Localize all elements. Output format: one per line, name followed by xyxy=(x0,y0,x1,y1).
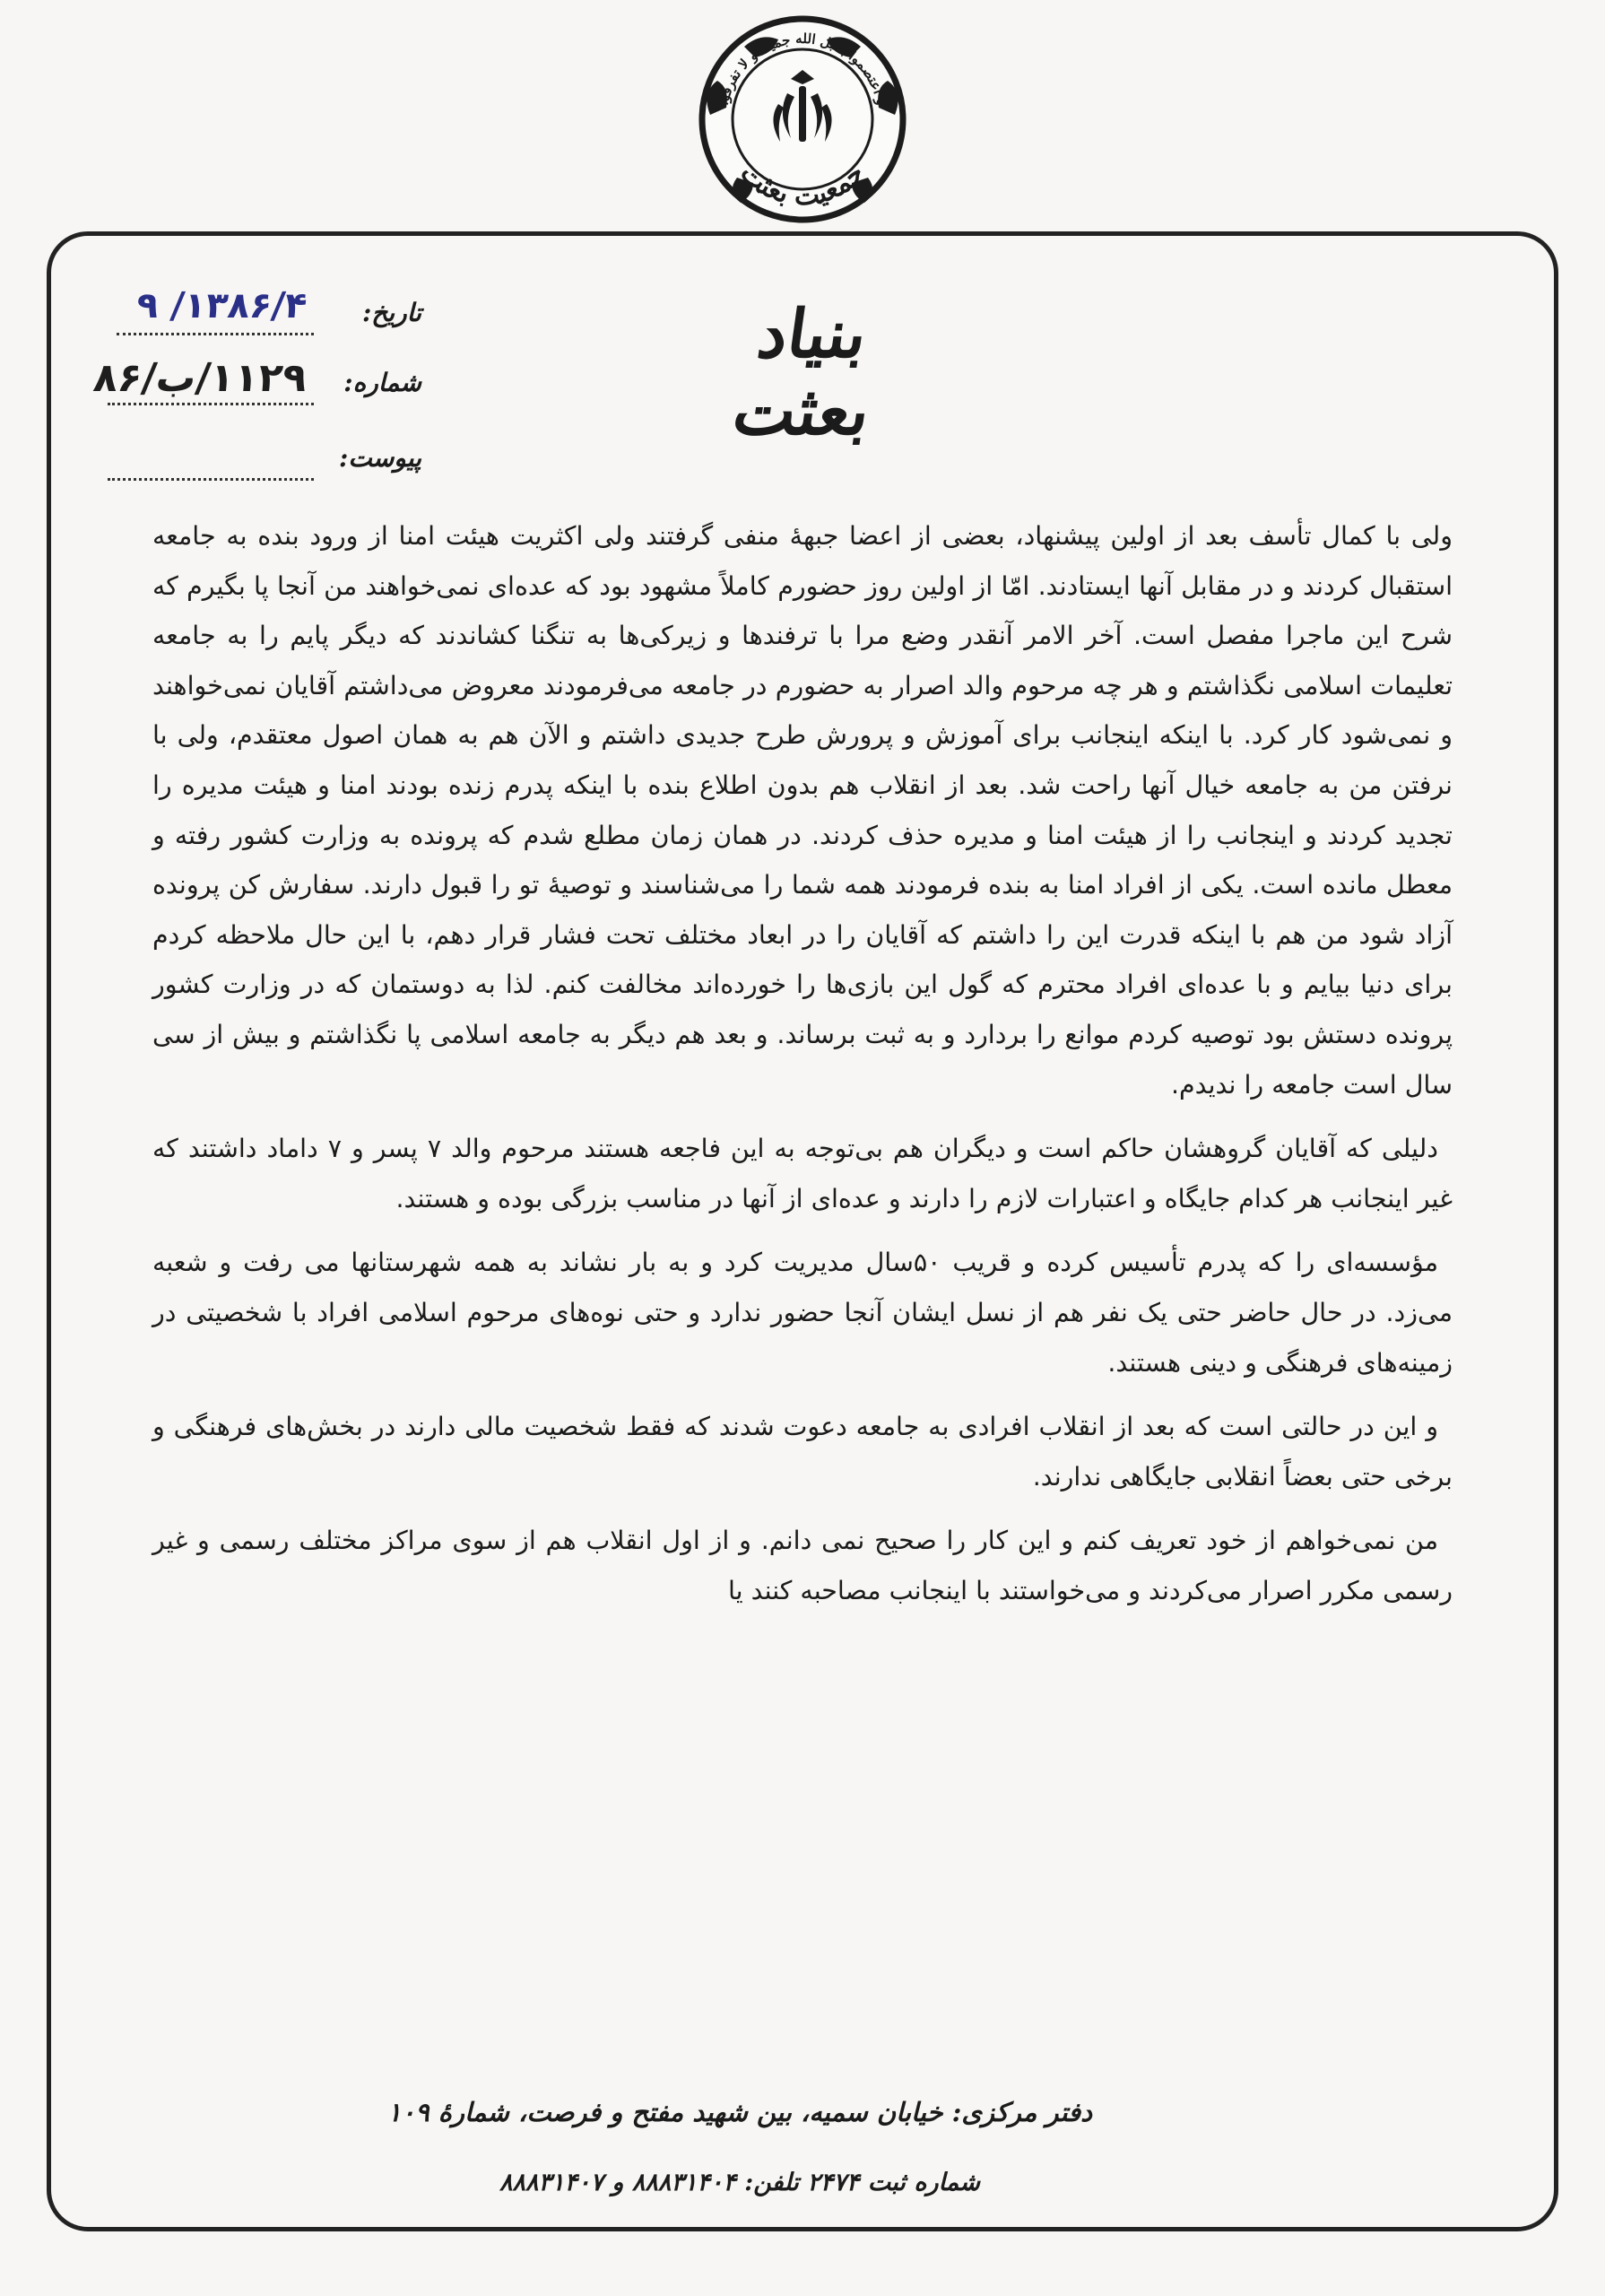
date-value: ۱۳۸۶/۴/ ۹ xyxy=(134,285,309,326)
date-field xyxy=(99,285,421,339)
svg-text:جمعیت بعثت: جمعیت بعثت xyxy=(733,157,872,213)
body-paragraph: من نمی‌خواهم از خود تعریف کنم و این کار را صحیح نمی دانم. و از اول انقلاب هم از سوی مراکز مختلف رسمی و غیر رسمی مکرر اصرار می‌کردند و می‌خواستند با اینجانب مصاحبه کنند یا xyxy=(152,1526,1453,1605)
number-value: ۱۱۲۹/ب/۸۶ xyxy=(91,355,309,401)
attachment-dotted-line xyxy=(108,478,314,481)
organization-title: بنیاد بعثت xyxy=(728,296,875,450)
date-label: تاریخ: xyxy=(361,298,421,327)
svg-text:و اعتصموا بحبل الله جمیعا و لا: و اعتصموا بحبل الله جمیعا و لا تفرقوا xyxy=(715,30,890,107)
foundation-seal-logo xyxy=(690,7,915,231)
footer-contact: شماره ثبت ۲۴۷۴ تلفن: ۸۸۸۳۱۴۰۴ و ۸۸۸۳۱۴۰۷ xyxy=(499,2169,980,2196)
number-dotted-line xyxy=(108,403,314,405)
number-label: شماره: xyxy=(343,368,421,397)
body-paragraph: مؤسسه‌ای را که پدرم تأسیس کرده و قریب ۵۰سال مدیریت کرد و به بار نشاند به همه شهرستانها می رفت و شعبه می‌زد. در حال حاضر حتی یک نفر هم از نسل ایشان آنجا حضور ندارد و حتی نوه‌های مرحوم اسلامی افراد با شخصیتی در زمینه‌های فرهنگی و دینی هستند. xyxy=(152,1248,1453,1378)
attachment-field xyxy=(99,443,421,484)
letter-body xyxy=(152,511,1453,1630)
body-paragraph: ولی با کمال تأسف بعد از اولین پیشنهاد، بعضی از اعضا جبهۀ منفی گرفتند ولی اکثریت هیئت امنا از ورود بنده به جامعه استقبال کردند و در مقابل آنها ایستادند. امّا از اولین روز حضورم کاملاً مشهود بود که عده‌ای نمی‌خواهند من آنجا پا بگیرم که شرح این ماجرا مفصل است. آخر الامر آنقدر وضع مرا با ترفندها و زیرکی‌ها به تنگنا کشاندند که دیگر پایم را به جامعه تعلیمات اسلامی نگذاشتم و هر چه مرحوم والد اصرار به حضورم در جامعه می‌فرمودند معروض می‌داشتم آقایان نمی‌خواهند و نمی‌شود کار کرد. با اینکه اینجانب برای آموزش و پرورش طرح جدیدی داشتم و الآن هم به همان اصول معتقدم، ولی با نرفتن من به جامعه خیال آنها راحت شد. بعد از انقلاب هم بدون اطلاع بنده با اینکه پدرم زنده بودند امنا و هیئت مدیره را تجدید کردند و اینجانب را از هیئت امنا و مدیره حذف کردند. در همان زمان مطلع شدم که پرونده به وزارت کشور رفته و معطل مانده است. یکی از افراد امنا به بنده فرمودند همه شما را می‌شناسند و توصیۀ تو را قبول دارند. سفارش کن پرونده آزاد شود من هم با اینکه قدرت این را داشتم که آقایان را در ابعاد مختلف تحت فشار قرار دهم، با این حال ملاحظه کردم برای دنیا بیایم و با عده‌ای افراد محترم که گول این بازی‌ها را خورده‌اند مخالفت کنم. لذا به دوستمان که در وزارت کشور پرونده دستش بود توصیه کردم موانع را بردارد و به ثبت برساند. و بعد هم دیگر به جامعه اسلامی پا نگذاشتم و بیش از سی سال است جامعه را ندیدم. xyxy=(152,521,1453,1100)
footer-address: دفتر مرکزی: خیابان سمیه، بین شهید مفتح و فرصت، شمارۀ ۱۰۹ xyxy=(386,2097,1093,2127)
body-paragraph: دلیلی که آقایان گروهشان حاکم است و دیگران هم بی‌توجه به این فاجعه هستند مرحوم والد ۷ پسر و ۷ داماد داشتند که غیر اینجانب هر کدام جایگاه و اعتبارات لازم را دارند و عده‌ای از آنها در مناسب بزرگی بوده و هستند. xyxy=(152,1134,1453,1213)
body-paragraph: و این در حالتی است که بعد از انقلاب افرادی به جامعه دعوت شدند که فقط شخصیت مالی دارند در بخش‌های فرهنگی و برخی حتی بعضاً انقلابی جایگاهی ندارند. xyxy=(152,1412,1453,1492)
number-field xyxy=(91,355,421,409)
date-dotted-line xyxy=(117,333,314,335)
attachment-label: پیوست: xyxy=(339,443,421,473)
